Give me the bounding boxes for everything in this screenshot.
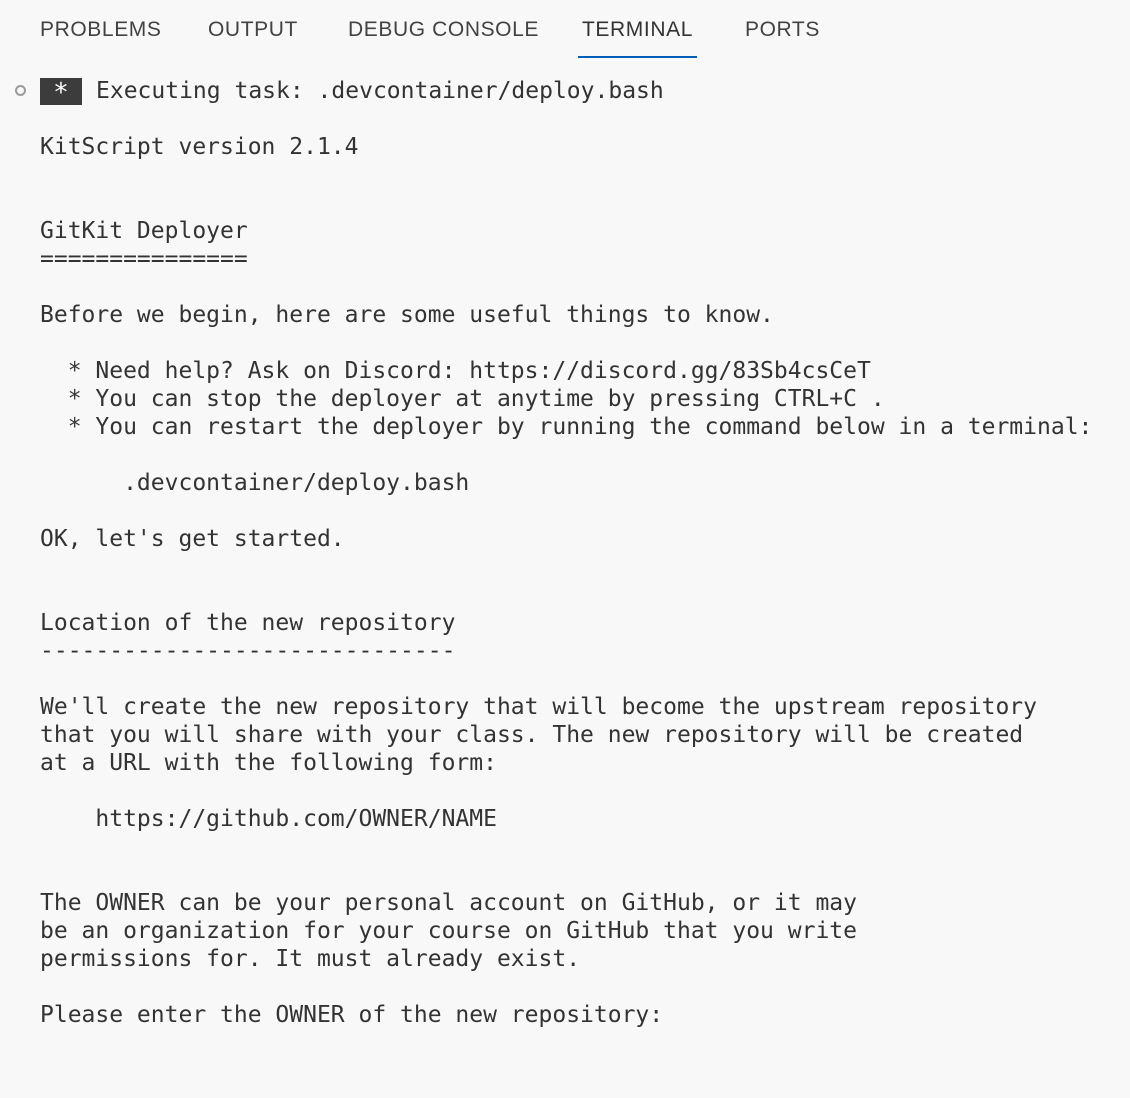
tab-problems[interactable]: PROBLEMS	[40, 18, 162, 41]
terminal-line	[40, 189, 1092, 217]
terminal-line	[40, 161, 1092, 189]
terminal-line: at a URL with the following form:	[40, 750, 497, 776]
terminal-line: .devcontainer/deploy.bash	[40, 470, 470, 496]
terminal-line: Please enter the OWNER of the new repository:	[40, 1002, 664, 1028]
terminal-line	[40, 777, 1092, 805]
terminal-line: * Need help? Ask on Discord: https://discord.gg/83Sb4csCeT	[40, 358, 871, 384]
terminal-line: ===============	[40, 246, 248, 272]
panel-tab-bar	[0, 0, 1130, 60]
terminal-line	[40, 273, 1092, 301]
terminal-line	[40, 665, 1092, 693]
terminal-line: that you will share with your class. The new repository will be created	[40, 722, 1024, 748]
terminal-line: Before we begin, here are some useful things to know.	[40, 302, 774, 328]
terminal-line: * You can stop the deployer at anytime by pressing CTRL+C .	[40, 386, 885, 412]
terminal-line: GitKit Deployer	[40, 218, 248, 244]
terminal-line: permissions for. It must already exist.	[40, 946, 581, 972]
task-line: Executing task: .devcontainer/deploy.bash	[96, 78, 664, 104]
terminal-line	[40, 861, 1092, 889]
terminal-line: Location of the new repository	[40, 610, 456, 636]
tab-ports[interactable]: PORTS	[745, 18, 820, 41]
terminal-line	[40, 329, 1092, 357]
terminal-line	[40, 581, 1092, 609]
terminal-line	[40, 105, 1092, 133]
terminal-line: be an organization for your course on GitHub that you write	[40, 918, 857, 944]
terminal-line	[40, 77, 1092, 105]
tab-debug-console[interactable]: DEBUG CONSOLE	[348, 18, 540, 41]
tab-terminal[interactable]: TERMINAL	[578, 18, 697, 58]
terminal-line	[40, 553, 1092, 581]
terminal-line: https://github.com/OWNER/NAME	[40, 806, 497, 832]
terminal-line: KitScript version 2.1.4	[40, 134, 359, 160]
terminal-output[interactable]	[0, 60, 1130, 1098]
terminal-line: The OWNER can be your personal account on GitHub, or it may	[40, 890, 857, 916]
terminal-line	[40, 833, 1092, 861]
terminal-line: We'll create the new repository that will become the upstream repository	[40, 694, 1037, 720]
task-status-icon	[15, 85, 26, 96]
terminal-line: * You can restart the deployer by running the command below in a terminal:	[40, 414, 1093, 440]
tab-output[interactable]: OUTPUT	[208, 18, 298, 41]
terminal-line: ------------------------------	[40, 638, 456, 664]
terminal-line	[40, 441, 1092, 469]
terminal-line	[40, 973, 1092, 1001]
terminal-lines	[40, 77, 1092, 1029]
terminal-line	[40, 497, 1092, 525]
terminal-line: OK, let's get started.	[40, 526, 345, 552]
task-marker: *	[40, 78, 82, 105]
